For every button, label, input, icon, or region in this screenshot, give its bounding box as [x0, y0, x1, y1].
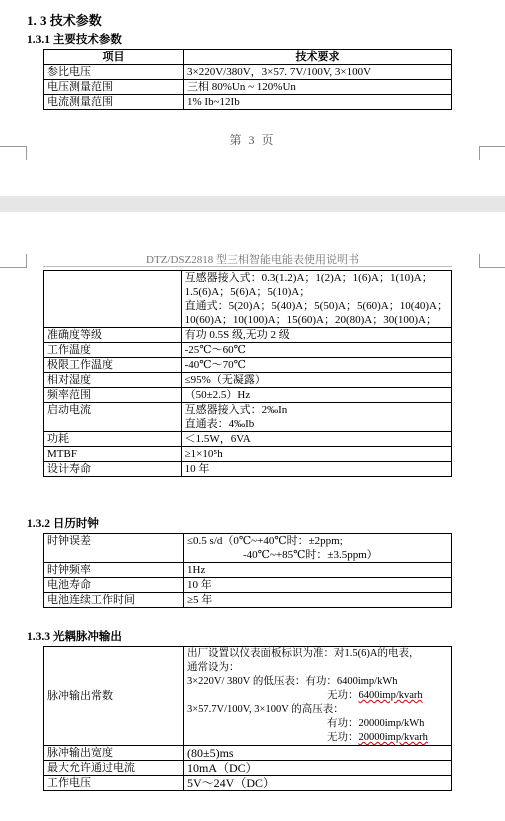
table-row	[44, 578, 452, 593]
current-line: 直通式：5(20)A；5(40)A；5(50)A；5(60)A；10(40)A；	[184, 300, 448, 312]
row-label: 参比电压	[44, 65, 184, 80]
row-label: 电压测量范围	[44, 80, 184, 95]
pulse-line	[187, 717, 448, 731]
pulse-line	[187, 689, 448, 703]
row-value	[184, 647, 452, 746]
page-corner-mark	[0, 267, 26, 268]
row-label: 工作电压	[44, 776, 184, 791]
section-heading-1-3-2: 1.3.2 日历时钟	[27, 518, 99, 530]
pulse-line: 出厂设置以仪表面板标识为准：对1.5(6)A的电表，	[187, 648, 420, 659]
pulse-value: 6400imp/kWh	[336, 676, 398, 687]
current-line: 互感器接入式：0.3(1.2)A；1(2)A；1(6)A；1(10)A；	[184, 272, 433, 284]
row-label: 电流测量范围	[44, 95, 184, 110]
row-label	[44, 271, 182, 328]
page-gap	[0, 196, 505, 212]
page-header-title: DTZ/DSZ2818 型三相智能电能表使用说明书	[146, 254, 359, 266]
row-value: （50±2.5）Hz	[181, 388, 451, 403]
row-label: 相对湿度	[44, 373, 182, 388]
pulse-value: 20000imp/kWh	[358, 718, 425, 729]
table-row	[44, 563, 452, 578]
header-rule	[43, 266, 452, 267]
row-value: ＜1.5W，6VA	[181, 432, 451, 447]
table-row	[44, 358, 452, 373]
table-row	[44, 343, 452, 358]
row-label: 频率范围	[44, 388, 182, 403]
table-row	[44, 462, 452, 477]
row-label: 设计寿命	[44, 462, 182, 477]
pulse-label: 3×220V/ 380V 的低压表：	[187, 676, 306, 687]
col-header-item: 项目	[44, 50, 184, 65]
pulse-line: 通常设为：	[187, 662, 240, 673]
startup-line: 互感器接入式：2‰In	[184, 404, 288, 416]
table-row	[44, 647, 452, 746]
pulse-prefix: 无功：	[327, 732, 359, 743]
row-value	[184, 534, 452, 563]
row-value: 10 年	[181, 462, 451, 477]
row-value	[181, 403, 451, 432]
table-row	[44, 776, 452, 791]
table-row	[44, 328, 452, 343]
clock-error-line: ≤0.5 s/d（0℃~+40℃时：±2ppm;	[187, 535, 343, 547]
table-row	[44, 403, 452, 432]
clock-error-line: -40℃~+85℃时：±3.5ppm）	[243, 549, 378, 561]
table-row	[44, 432, 452, 447]
row-value: ≥1×10⁵h	[181, 447, 451, 462]
row-label: 时钟误差	[44, 534, 184, 563]
continued-params-table	[43, 270, 452, 477]
pulse-line	[187, 675, 448, 689]
page-number: 第 3 页	[229, 133, 276, 147]
row-value: 有功 0.5S 级,无功 2 级	[181, 328, 451, 343]
pulse-prefix: 无功：	[327, 690, 359, 701]
row-label: 最大允许通过电流	[44, 761, 184, 776]
row-value: (80±5)ms	[184, 746, 452, 761]
row-value: 3×220V/380V，3×57. 7V/100V, 3×100V	[184, 65, 452, 80]
pulse-value: 20000imp/kvarh	[358, 732, 428, 743]
pulse-line: 3×57.7V/100V, 3×100V 的高压表：	[187, 704, 344, 715]
row-label: 脉冲输出宽度	[44, 746, 184, 761]
row-value: 1% Ib~12Ib	[184, 95, 452, 110]
startup-line: 直通表：4‰Ib	[184, 418, 255, 430]
row-value: 10mA（DC）	[184, 761, 452, 776]
row-label: 电池寿命	[44, 578, 184, 593]
current-spec-cell	[181, 271, 451, 328]
col-header-requirement: 技术要求	[184, 50, 452, 65]
row-value: ≥5 年	[184, 593, 452, 608]
row-label: 时钟频率	[44, 563, 184, 578]
table-row	[44, 761, 452, 776]
row-label: 功耗	[44, 432, 182, 447]
row-value: -25℃～60℃	[181, 343, 451, 358]
row-value: 5V～24V（DC）	[184, 776, 452, 791]
table-row	[44, 373, 452, 388]
table-row	[44, 388, 452, 403]
current-line: 1.5(6)A；5(6)A；5(10)A；	[184, 286, 311, 298]
section-heading-1-3: 1. 3 技术参数	[27, 13, 102, 28]
pulse-prefix: 有功：	[305, 676, 337, 687]
row-label: 电池连续工作时间	[44, 593, 184, 608]
page-corner-mark	[479, 146, 480, 160]
row-label: 极限工作温度	[44, 358, 182, 373]
table-row	[44, 746, 452, 761]
row-value: 10 年	[184, 578, 452, 593]
row-label: 工作温度	[44, 343, 182, 358]
pulse-value: 6400imp/kvarh	[358, 690, 423, 701]
clock-table	[43, 533, 452, 608]
row-label: 脉冲输出常数	[44, 647, 184, 746]
row-value: 三相 80%Un ~ 120%Un	[184, 80, 452, 95]
page-corner-mark	[479, 267, 505, 268]
row-value: ≤95%（无凝露）	[181, 373, 451, 388]
section-heading-1-3-3: 1.3.3 光耦脉冲输出	[27, 631, 122, 643]
table-row	[44, 534, 452, 563]
table-row	[44, 271, 452, 328]
pulse-prefix: 有功：	[327, 718, 359, 729]
table-header-row	[44, 50, 452, 65]
row-label: 准确度等级	[44, 328, 182, 343]
table-row	[44, 447, 452, 462]
pulse-table	[43, 646, 452, 791]
table-row	[44, 80, 452, 95]
page-corner-mark	[26, 146, 27, 160]
row-label: MTBF	[44, 447, 182, 462]
section-heading-1-3-1: 1.3.1 主要技术参数	[27, 34, 122, 46]
current-line: 10(60)A；10(100)A；15(60)A；20(80)A；30(100)A；	[184, 314, 437, 326]
row-value: 1Hz	[184, 563, 452, 578]
table-row	[44, 593, 452, 608]
row-label: 启动电流	[44, 403, 182, 432]
row-value: -40℃～70℃	[181, 358, 451, 373]
pulse-line	[187, 731, 448, 745]
table-row	[44, 65, 452, 80]
table-row	[44, 95, 452, 110]
main-params-table	[43, 49, 452, 110]
